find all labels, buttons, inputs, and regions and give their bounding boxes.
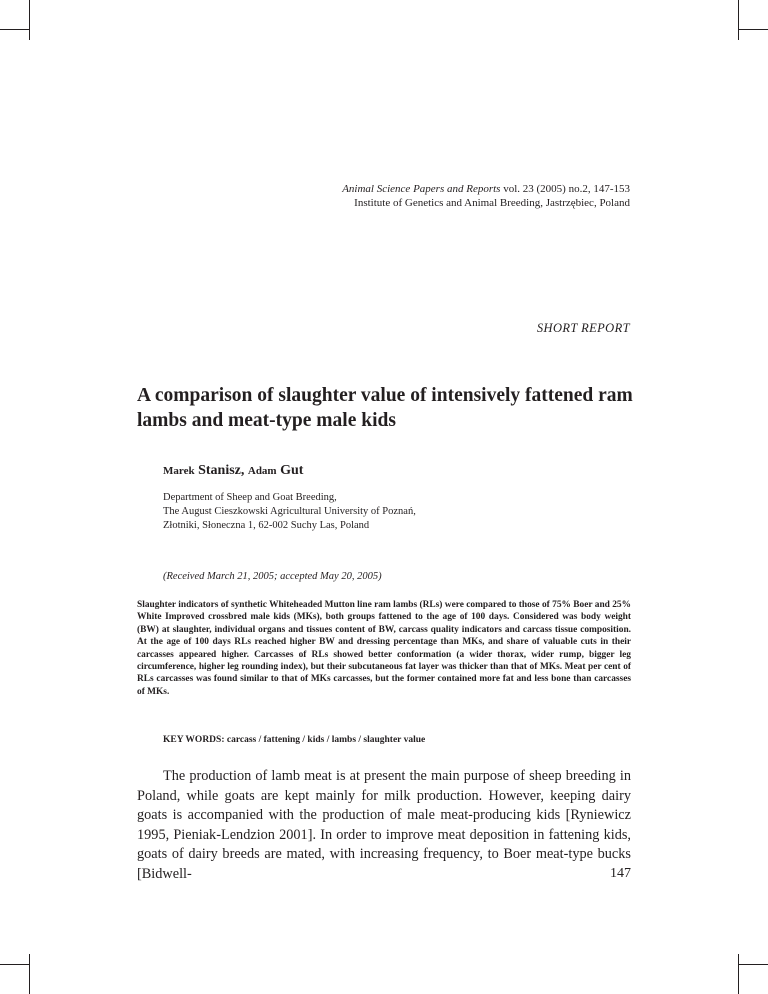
crop-mark-bottom-left-horizontal <box>0 964 30 965</box>
authors <box>163 463 303 479</box>
crop-mark-top-left-vertical <box>29 0 30 40</box>
crop-mark-top-right-horizontal <box>738 29 768 30</box>
abstract: Slaughter indicators of synthetic Whiteheaded Mutton line ram lambs (RLs) were compared to those of 75% Boer and 25% White Improved crossbred male kids (MKs), both groups fattened to the age of 100 days. Considered was body weight (BW) at slaughter, individual organs and tissues content of BW, carcass quality indicators and carcass tissue composition. At the age of 100 days RLs reached higher BW and dressing percentage than MKs, and share of valuable cuts in their carcasses appeared higher. Carcasses of RLs showed better conformation (a wider thorax, wider rump, bigger leg circumference, higher leg rounding index), but their subcutaneous fat layer was thicker than that of MKs. Meat per cent of RLs carcasses was found similar to that of MKs carcasses, but the former contained more fat and less bone than carcasses of MKs. <box>137 600 631 697</box>
journal-volume: vol. 23 (2005) no.2, 147-153 <box>503 183 630 195</box>
affiliation-line: The August Cieszkowski Agricultural University of Poznań, <box>163 506 416 517</box>
journal-header <box>342 182 630 210</box>
crop-mark-bottom-right-vertical <box>738 954 739 994</box>
body-paragraph: The production of lamb meat is at present the main purpose of sheep breeding in Poland, while goats are kept mainly for milk production. However, keeping dairy goats is accompanied with the production of male meat-producing kids [Ryniewicz 1995, Pieniak-Lendzion 2001]. In order to improve meat deposition in fattening kids, goats of dairy breeds are mated, with increasing frequency, to Boer meat-type bucks [Bidwell- <box>137 768 631 882</box>
journal-institute: Institute of Genetics and Animal Breeding, Jastrzębiec, Poland <box>354 197 630 209</box>
author-1-given-name: Marek <box>163 465 195 477</box>
crop-mark-top-left-horizontal <box>0 29 30 30</box>
crop-mark-bottom-right-horizontal <box>738 964 768 965</box>
affiliation-line: Department of Sheep and Goat Breeding, <box>163 492 337 503</box>
page-number: 147 <box>610 866 631 881</box>
author-2-given-name: Adam <box>247 465 277 477</box>
affiliation-line: Złotniki, Słoneczna 1, 62-002 Suchy Las, Poland <box>163 520 370 531</box>
crop-mark-top-right-vertical <box>738 0 739 40</box>
crop-mark-bottom-left-vertical <box>29 954 30 994</box>
author-2-family-name: Gut <box>280 463 304 478</box>
report-type: SHORT REPORT <box>536 321 630 335</box>
keywords: KEY WORDS: carcass / fattening / kids / lambs / slaughter value <box>163 735 426 745</box>
article-title: A comparison of slaughter value of intensively fattened ram lambs and meat-type male kids <box>137 385 633 431</box>
received-dates: (Received March 21, 2005; accepted May 20, 2005) <box>163 571 382 582</box>
author-1-family-name: Stanisz, <box>198 463 245 478</box>
journal-citation <box>342 182 630 196</box>
journal-name: Animal Science Papers and Reports <box>342 183 501 195</box>
affiliation <box>163 491 416 533</box>
